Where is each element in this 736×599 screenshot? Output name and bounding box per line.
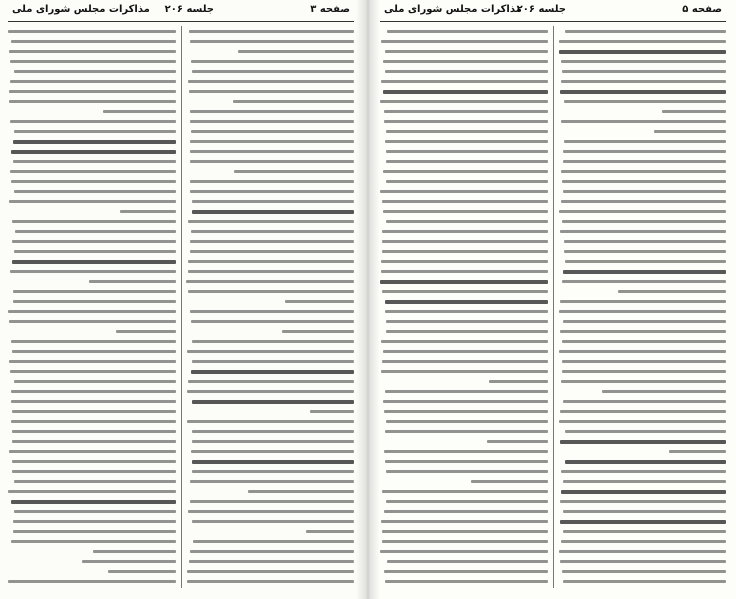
- text-line: [385, 460, 548, 463]
- text-line: [387, 30, 548, 33]
- text-line: [248, 490, 354, 493]
- text-line: [93, 550, 176, 553]
- left-page-number: ۳: [310, 4, 317, 15]
- text-line: [11, 540, 176, 543]
- text-line: [14, 380, 176, 383]
- text-line: [385, 310, 548, 313]
- text-line: [382, 530, 548, 533]
- text-line: [10, 80, 176, 83]
- column-text: [558, 26, 726, 588]
- text-line: [15, 230, 176, 233]
- right-session: جلسه ۲۰۶: [516, 4, 566, 15]
- text-line: [192, 430, 354, 433]
- text-line: [561, 490, 726, 494]
- text-line: [191, 320, 354, 323]
- text-line: [12, 430, 176, 433]
- text-line: [562, 370, 726, 373]
- text-line: [14, 130, 176, 133]
- right-publication-title: مذاکرات مجلس شورای ملی: [384, 4, 522, 15]
- text-line: [188, 290, 354, 293]
- text-line: [238, 50, 354, 53]
- text-line: [12, 260, 176, 264]
- text-line: [562, 280, 726, 283]
- left-publication-title: مذاکرات مجلس شورای ملی: [12, 4, 150, 15]
- text-line: [190, 140, 354, 143]
- text-line: [13, 530, 176, 533]
- text-line: [561, 170, 726, 173]
- text-line: [385, 70, 548, 73]
- text-line: [12, 440, 176, 443]
- text-line: [9, 450, 176, 453]
- text-line: [9, 90, 176, 93]
- text-line: [561, 540, 726, 543]
- text-line: [382, 360, 548, 363]
- right-header-rule: [380, 21, 726, 22]
- text-line: [385, 50, 548, 53]
- column-divider: [553, 26, 554, 588]
- text-line: [192, 400, 354, 404]
- text-line: [191, 130, 354, 133]
- text-line: [563, 160, 726, 163]
- text-line: [381, 270, 548, 273]
- text-line: [383, 350, 548, 353]
- text-line: [561, 380, 726, 383]
- text-line: [191, 230, 354, 233]
- text-line: [285, 300, 354, 303]
- right-page-label: صفحه: [691, 4, 722, 15]
- text-line: [9, 360, 176, 363]
- text-line: [386, 320, 548, 323]
- column-text: [380, 26, 548, 588]
- left-page-number-group: [310, 4, 350, 15]
- text-line: [384, 110, 548, 113]
- text-line: [193, 540, 354, 543]
- text-line: [559, 550, 726, 553]
- text-line: [192, 440, 354, 443]
- text-line: [188, 260, 354, 263]
- text-line: [487, 440, 548, 443]
- text-line: [8, 490, 176, 493]
- text-line: [383, 400, 548, 403]
- text-line: [11, 180, 176, 183]
- text-line: [190, 190, 354, 193]
- text-line: [669, 450, 726, 453]
- text-line: [386, 150, 548, 153]
- text-line: [560, 90, 726, 94]
- text-line: [188, 220, 354, 223]
- text-line: [12, 410, 176, 413]
- column-line-layer: [380, 26, 548, 588]
- text-line: [618, 290, 726, 293]
- text-line: [386, 130, 548, 133]
- text-line: [559, 420, 726, 423]
- text-line: [559, 210, 726, 213]
- text-line: [562, 180, 726, 183]
- text-line: [190, 120, 354, 123]
- text-line: [560, 300, 726, 303]
- text-line: [13, 290, 176, 293]
- text-line: [562, 70, 726, 73]
- text-line: [386, 470, 548, 473]
- column-text: [186, 26, 354, 588]
- text-line: [560, 520, 726, 524]
- text-line: [116, 330, 176, 333]
- text-line: [564, 250, 726, 253]
- text-line: [14, 510, 176, 513]
- text-line: [602, 390, 726, 393]
- text-line: [561, 120, 726, 123]
- text-line: [382, 290, 548, 293]
- text-line: [382, 230, 548, 233]
- text-line: [562, 340, 726, 343]
- text-line: [381, 370, 548, 373]
- text-line: [13, 520, 176, 523]
- text-line: [384, 410, 548, 413]
- text-line: [190, 500, 354, 503]
- text-line: [190, 40, 354, 43]
- text-line: [564, 100, 726, 103]
- text-line: [562, 220, 726, 223]
- text-line: [12, 220, 176, 223]
- text-line: [383, 210, 548, 213]
- text-line: [190, 550, 354, 553]
- text-line: [563, 530, 726, 533]
- text-line: [560, 440, 726, 444]
- text-line: [187, 570, 354, 573]
- text-line: [385, 140, 548, 143]
- text-line: [192, 340, 354, 343]
- text-line: [561, 60, 726, 63]
- text-line: [12, 470, 176, 473]
- text-line: [188, 270, 354, 273]
- text-line: [384, 450, 548, 453]
- text-line: [380, 190, 548, 193]
- text-line: [385, 430, 548, 433]
- text-line: [563, 320, 726, 323]
- text-line: [9, 50, 176, 53]
- text-line: [385, 390, 548, 393]
- column-text: [8, 26, 176, 588]
- text-line: [192, 200, 354, 203]
- text-line: [386, 180, 548, 183]
- text-line: [190, 180, 354, 183]
- text-line: [662, 110, 726, 113]
- left-page: [0, 0, 366, 599]
- text-line: [565, 430, 726, 433]
- text-line: [310, 410, 354, 413]
- text-line: [190, 150, 354, 153]
- text-line: [386, 160, 548, 163]
- text-line: [192, 460, 354, 464]
- text-line: [387, 560, 548, 563]
- text-line: [14, 70, 176, 73]
- text-line: [192, 210, 354, 214]
- text-line: [384, 120, 548, 123]
- text-line: [282, 330, 354, 333]
- text-line: [188, 380, 354, 383]
- right-page-number-group: [682, 4, 722, 15]
- left-page-label: صفحه: [319, 4, 350, 15]
- text-line: [9, 320, 176, 323]
- text-line: [384, 510, 548, 513]
- text-line: [380, 100, 548, 103]
- text-line: [234, 170, 354, 173]
- text-line: [382, 240, 548, 243]
- text-line: [13, 300, 176, 303]
- text-line: [564, 240, 726, 243]
- text-line: [12, 460, 176, 463]
- text-line: [386, 500, 548, 503]
- text-line: [382, 250, 548, 253]
- text-line: [190, 480, 354, 483]
- text-line: [187, 350, 354, 353]
- text-line: [10, 370, 176, 373]
- text-line: [561, 200, 726, 203]
- text-line: [380, 280, 548, 284]
- text-line: [562, 570, 726, 573]
- text-line: [382, 540, 548, 543]
- left-running-header: [8, 4, 354, 20]
- text-line: [108, 570, 176, 573]
- text-line: [563, 150, 726, 153]
- column-line-layer: [186, 26, 354, 588]
- text-line: [381, 340, 548, 343]
- text-line: [489, 380, 548, 383]
- text-line: [381, 520, 548, 523]
- text-line: [559, 310, 726, 313]
- text-line: [8, 580, 176, 583]
- text-line: [563, 270, 726, 274]
- text-line: [565, 30, 726, 33]
- text-line: [560, 410, 726, 413]
- text-line: [189, 560, 354, 563]
- text-line: [12, 240, 176, 243]
- text-line: [563, 480, 726, 483]
- text-line: [560, 500, 726, 503]
- text-line: [8, 30, 176, 33]
- left-session: جلسه ۲۰۶: [164, 4, 214, 15]
- text-line: [381, 40, 548, 43]
- text-line: [191, 60, 354, 63]
- text-line: [384, 570, 548, 573]
- text-line: [559, 40, 726, 43]
- text-line: [560, 330, 726, 333]
- text-line: [189, 90, 354, 93]
- text-line: [190, 310, 354, 313]
- text-line: [120, 210, 176, 213]
- right-page: [370, 0, 736, 599]
- text-line: [190, 110, 354, 113]
- right-running-header: [380, 4, 726, 20]
- text-line: [562, 360, 726, 363]
- text-line: [11, 150, 176, 154]
- text-line: [187, 580, 354, 583]
- text-line: [559, 350, 726, 353]
- text-line: [192, 360, 354, 363]
- text-line: [14, 190, 176, 193]
- text-line: [383, 170, 548, 173]
- text-line: [89, 280, 176, 283]
- text-line: [10, 270, 176, 273]
- text-line: [11, 400, 176, 403]
- text-line: [565, 460, 726, 464]
- text-line: [14, 480, 176, 483]
- text-line: [380, 550, 548, 553]
- text-line: [563, 510, 726, 513]
- text-line: [559, 50, 726, 54]
- text-line: [386, 420, 548, 423]
- text-line: [385, 580, 548, 583]
- text-line: [11, 40, 176, 43]
- text-line: [560, 230, 726, 233]
- text-line: [82, 560, 176, 563]
- text-line: [563, 580, 726, 583]
- text-line: [190, 240, 354, 243]
- text-line: [381, 80, 548, 83]
- text-line: [10, 120, 176, 123]
- text-line: [13, 140, 176, 144]
- text-line: [381, 260, 548, 263]
- text-line: [471, 480, 548, 483]
- text-line: [565, 260, 726, 263]
- text-line: [382, 490, 548, 493]
- column-line-layer: [558, 26, 726, 588]
- text-line: [186, 280, 354, 283]
- text-line: [385, 300, 548, 304]
- text-line: [560, 560, 726, 563]
- text-line: [191, 370, 354, 374]
- text-line: [8, 310, 176, 313]
- text-line: [563, 400, 726, 403]
- text-line: [189, 30, 354, 33]
- text-line: [188, 510, 354, 513]
- text-line: [654, 130, 726, 133]
- text-line: [103, 110, 176, 113]
- text-line: [11, 420, 176, 423]
- column-divider: [181, 26, 182, 588]
- text-line: [12, 350, 176, 353]
- text-line: [9, 200, 176, 203]
- text-line: [188, 80, 354, 83]
- text-line: [11, 340, 176, 343]
- text-line: [190, 160, 354, 163]
- text-line: [14, 250, 176, 253]
- text-line: [563, 190, 726, 193]
- text-line: [386, 220, 548, 223]
- text-line: [561, 470, 726, 473]
- text-line: [11, 500, 176, 504]
- text-line: [9, 100, 176, 103]
- text-line: [383, 60, 548, 63]
- left-header-rule: [8, 21, 354, 22]
- text-line: [383, 90, 548, 94]
- text-line: [306, 530, 354, 533]
- text-line: [11, 390, 176, 393]
- text-line: [564, 140, 726, 143]
- column-line-layer: [8, 26, 176, 588]
- right-page-number: ۵: [682, 4, 689, 15]
- text-line: [187, 420, 354, 423]
- text-line: [192, 470, 354, 473]
- text-line: [13, 160, 176, 163]
- text-line: [10, 170, 176, 173]
- text-line: [190, 250, 354, 253]
- text-line: [192, 520, 354, 523]
- text-line: [192, 70, 354, 73]
- text-line: [187, 390, 354, 393]
- text-line: [191, 450, 354, 453]
- text-line: [233, 100, 354, 103]
- text-line: [10, 60, 176, 63]
- text-line: [386, 330, 548, 333]
- text-line: [561, 80, 726, 83]
- text-line: [382, 200, 548, 203]
